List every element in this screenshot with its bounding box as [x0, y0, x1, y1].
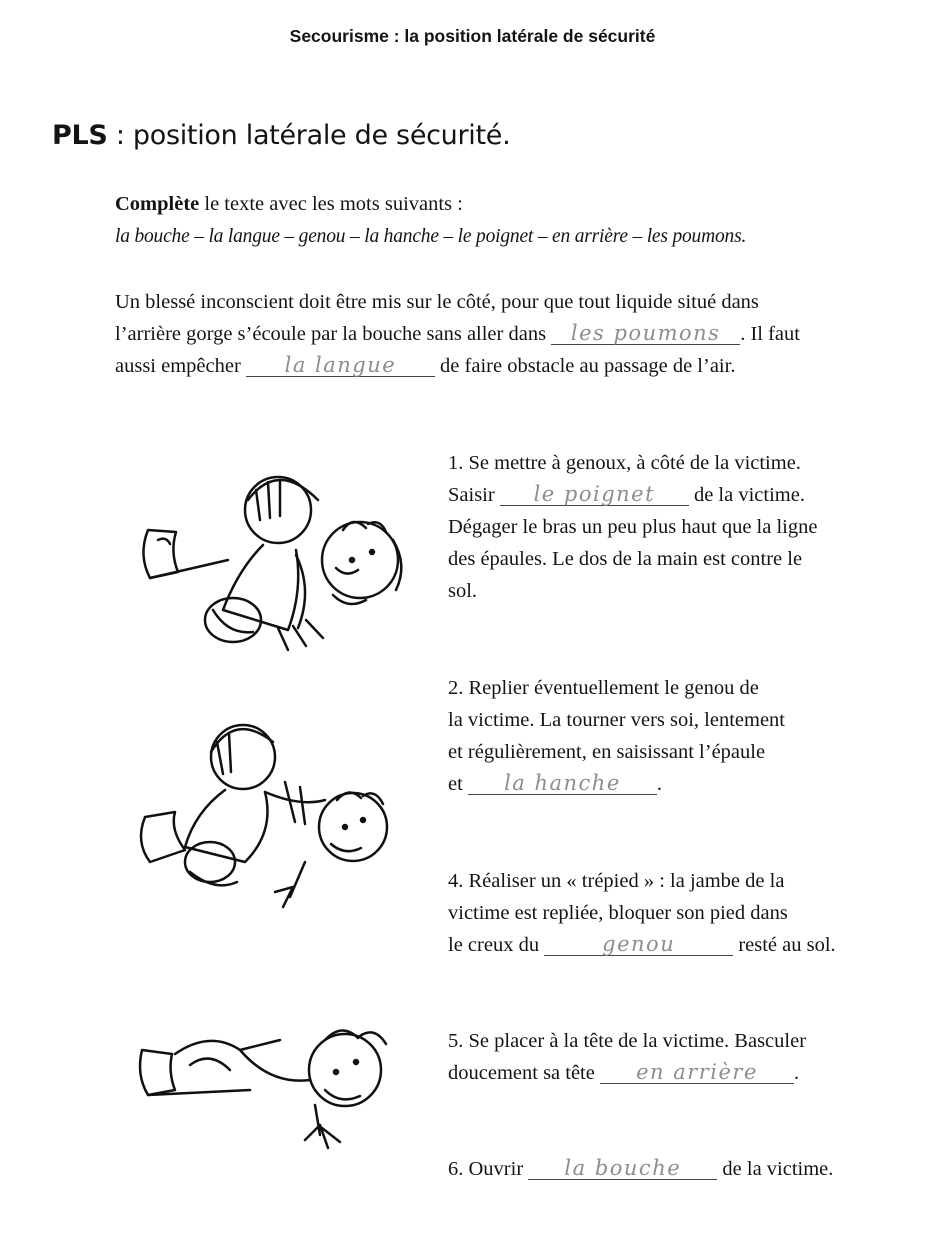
step5-line-2-before: doucement sa tête [448, 1062, 600, 1084]
step2-line-4 [448, 768, 662, 800]
step1-line-5: sol. [448, 580, 478, 602]
step6-after: de la victime. [717, 1158, 834, 1180]
answer-le-poignet: le poignet [500, 483, 689, 506]
step1-line-2-after: de la victime. [688, 484, 805, 506]
step2-line-2: la victime. La tourner vers soi, lentement [448, 709, 785, 731]
instruction [115, 188, 463, 220]
step1-line-2 [448, 479, 805, 511]
title-rest: : position latérale de sécurité. [107, 120, 511, 151]
step2-line-4-before: et [448, 773, 468, 795]
step4-line-1: 4. Réaliser un « trépied » : la jambe de la [448, 870, 785, 892]
step4-line-2: victime est repliée, bloquer son pied dans [448, 902, 788, 924]
step6-line [448, 1153, 833, 1185]
intro-line-3-before: aussi empêcher [115, 355, 246, 377]
intro-line-2 [115, 318, 800, 350]
step4-line-3 [448, 929, 836, 961]
step1-line-2-before: Saisir [448, 484, 500, 506]
step6-before: 6. Ouvrir [448, 1158, 529, 1180]
instruction-text: le texte avec les mots suivants : [199, 193, 463, 215]
answer-la-bouche: la bouche [528, 1157, 717, 1180]
answer-la-langue: la langue [246, 354, 435, 377]
step1-line-4: des épaules. Le dos de la main est contre le [448, 548, 803, 570]
answer-en-arriere: en arrière [600, 1061, 794, 1084]
step1-line-3: Dégager le bras un peu plus haut que la ligne [448, 516, 818, 538]
step4-line-3-after: resté au sol. [733, 934, 836, 956]
step5-line-2 [448, 1057, 799, 1089]
illustration-rescuer-kneeling-icon [128, 460, 413, 660]
intro-line-2-before: l’arrière gorge s’écoule par la bouche sans aller dans [115, 323, 552, 345]
answer-les-poumons: les poumons [551, 322, 740, 345]
page-title [52, 120, 510, 151]
instruction-bold: Complète [115, 193, 200, 215]
word-list: la bouche – la langue – genou – la hanche – le poignet – en arrière – les poumons. [115, 226, 747, 247]
intro-line-1: Un blessé inconscient doit être mis sur le côté, pour que tout liquide situé dans [115, 291, 759, 313]
illustration-recovery-position-icon [130, 1010, 405, 1160]
answer-la-hanche: la hanche [468, 772, 657, 795]
page-header-title: Secourisme : la position latérale de sécurité [289, 26, 656, 46]
step4-line-3-before: le creux du [448, 934, 545, 956]
step2-line-4-after: . [656, 773, 663, 795]
step5-line-2-after: . [793, 1062, 800, 1084]
illustration-turning-victim-icon [125, 712, 405, 912]
title-pls: PLS [52, 120, 108, 151]
intro-line-3 [115, 350, 735, 382]
intro-line-2-after: . Il faut [740, 323, 800, 345]
step1-line-1: 1. Se mettre à genoux, à côté de la victime. [448, 452, 801, 474]
step5-line-1: 5. Se placer à la tête de la victime. Basculer [448, 1030, 807, 1052]
answer-genou: genou [544, 933, 733, 956]
intro-line-3-after: de faire obstacle au passage de l’air. [434, 355, 736, 377]
step2-line-1: 2. Replier éventuellement le genou de [448, 677, 759, 699]
step2-line-3: et régulièrement, en saisissant l’épaule [448, 741, 766, 763]
